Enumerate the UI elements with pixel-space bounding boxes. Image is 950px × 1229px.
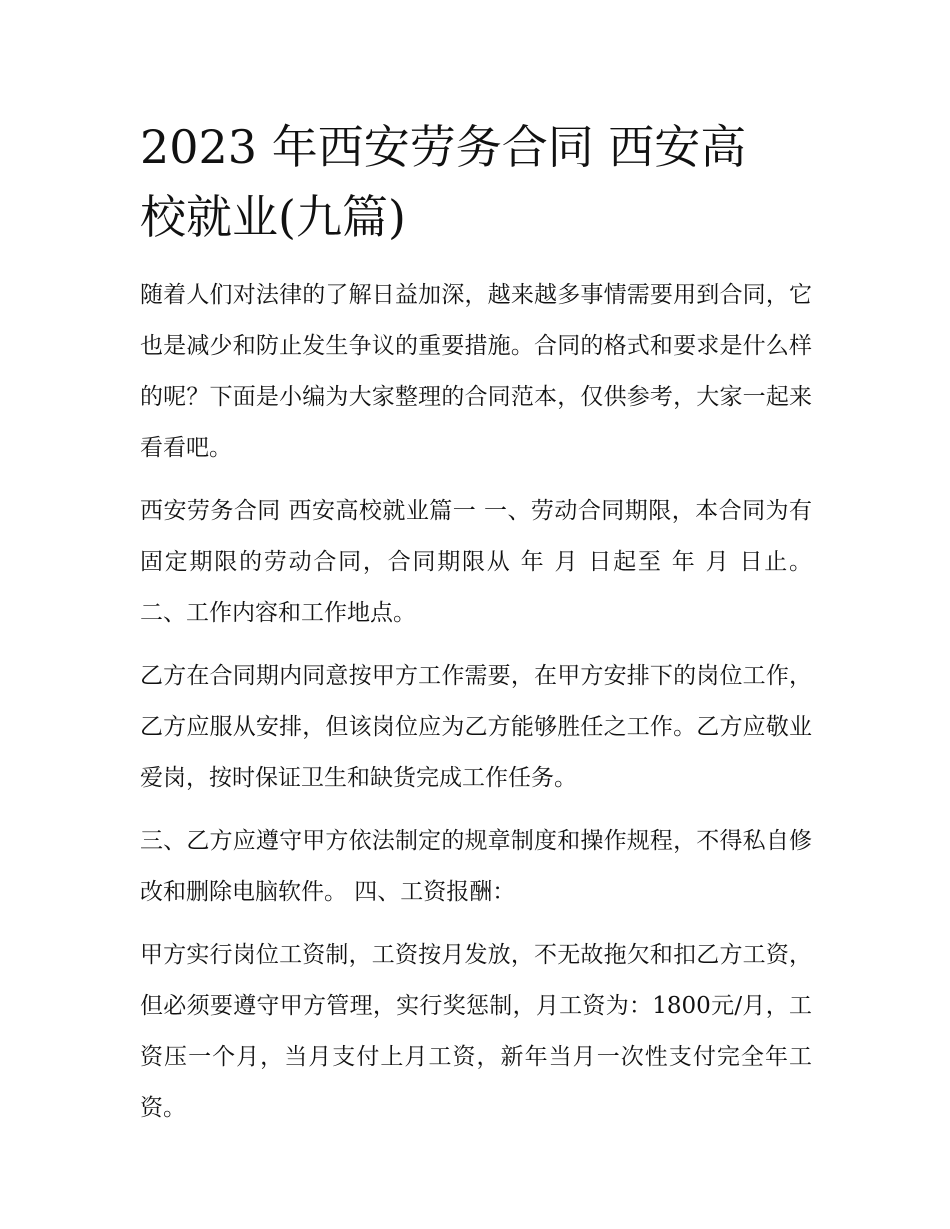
- contract-term-paragraph: 西安劳务合同 西安高校就业篇一 一、劳动合同期限，本合同为有固定期限的劳动合同，合同期限从 年 月 日起至 年 月 日止。 二、工作内容和工作地点。: [140, 498, 812, 626]
- intro-paragraph: 随着人们对法律的了解日益加深，越来越多事情需要用到合同，它也是减少和防止发生争议的重要措施。合同的格式和要求是什么样的呢？下面是小编为大家整理的合同范本，仅供参考，大家一起来看看吧。: [140, 282, 812, 461]
- title-line-2: 校就业(九篇): [140, 190, 406, 244]
- document-page: [140, 112, 812, 1134]
- salary-paragraph: 甲方实行岗位工资制，工资按月发放，不无故拖欠和扣乙方工资，但必须要遵守甲方管理，实行奖惩制，月工资为：1800元/月，工资压一个月，当月支付上月工资，新年当月一次性支付完全年工资。: [140, 942, 812, 1121]
- work-content-paragraph: 乙方在合同期内同意按甲方工作需要，在甲方安排下的岗位工作，乙方应服从安排，但该岗位应为乙方能够胜任之工作。乙方应敬业爱岗，按时保证卫生和缺货完成工作任务。: [140, 663, 812, 791]
- rules-paragraph: 三、乙方应遵守甲方依法制定的规章制度和操作规程，不得私自修改和删除电脑软件。 四、工资报酬：: [140, 828, 812, 905]
- title-line-1: 2023 年西安劳务合同 西安高: [140, 120, 747, 174]
- document-title: [140, 112, 812, 252]
